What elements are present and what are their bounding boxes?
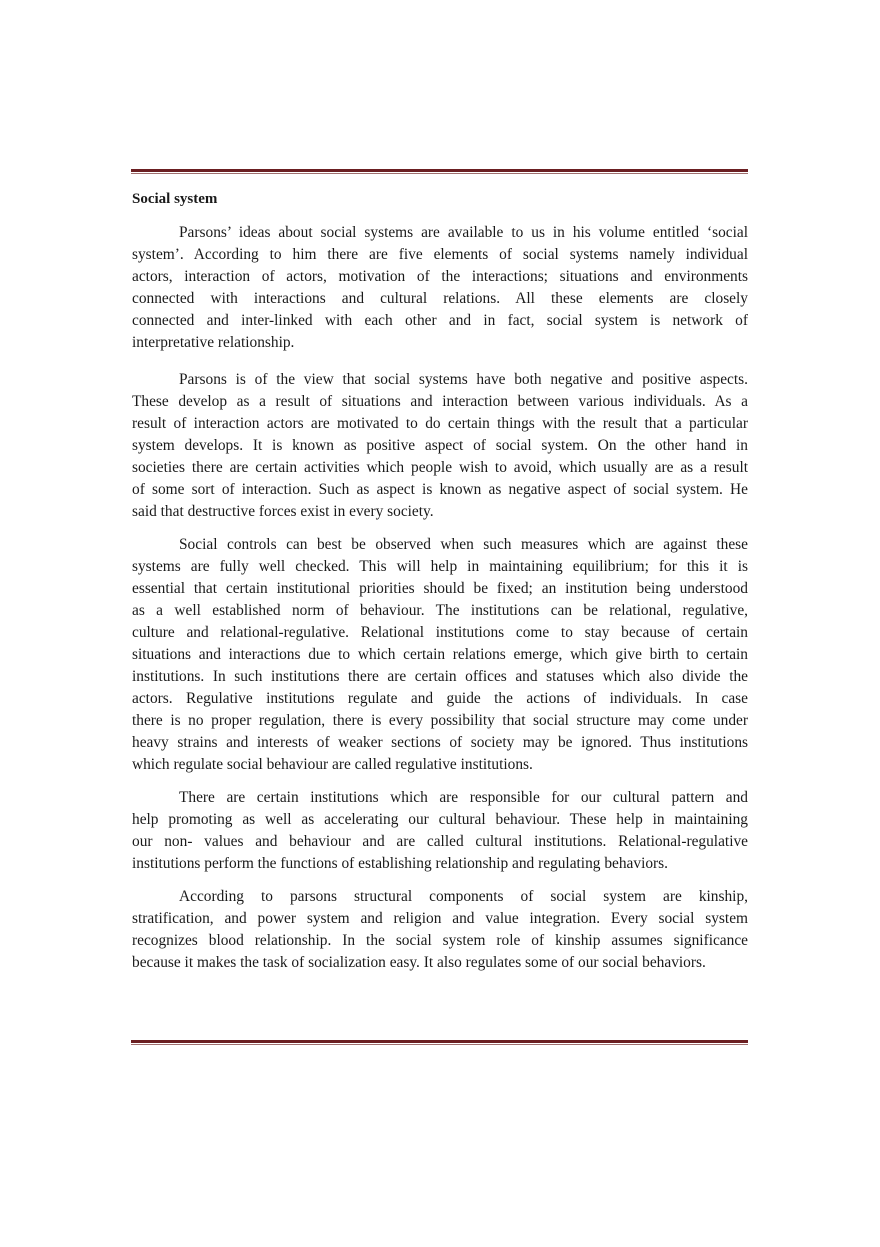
header-rule: [131, 169, 748, 174]
footer-rule: [131, 1040, 748, 1045]
paragraph: [132, 886, 748, 974]
text-line: result of interaction actors are motivated to do certain things with the result that a particular: [132, 415, 748, 432]
paragraph: [132, 534, 748, 776]
text-line: there is no proper regulation, there is every possibility that social structure may come under: [132, 712, 748, 729]
text-line: culture and relational-regulative. Relational institutions come to stay because of certain: [132, 624, 748, 641]
text-line: There are certain institutions which are responsible for our cultural pattern and: [179, 789, 748, 806]
text-line: help promoting as well as accelerating our cultural behaviour. These help in maintaining: [132, 811, 748, 828]
paragraph: [132, 222, 748, 354]
text-line: Parsons is of the view that social systems have both negative and positive aspects.: [179, 371, 748, 388]
text-line: These develop as a result of situations and interaction between various individuals. As a: [132, 393, 748, 410]
text-line: societies there are certain activities which people wish to avoid, which usually are as a result: [132, 459, 748, 476]
text-line: essential that certain institutional priorities should be fixed; an institution being understood: [132, 580, 748, 597]
text-line: stratification, and power system and religion and value integration. Every social system: [132, 910, 748, 927]
text-line: According to parsons structural components of social system are kinship,: [179, 888, 748, 905]
text-line: institutions perform the functions of establishing relationship and regulating behaviors.: [132, 855, 669, 872]
text-line: as a well established norm of behaviour. The institutions can be relational, regulative,: [132, 602, 748, 619]
text-line: situations and interactions due to which certain relations emerge, which give birth to certain: [132, 646, 748, 663]
text-line: because it makes the task of socialization easy. It also regulates some of our social behaviors.: [132, 954, 706, 971]
paragraph: [132, 787, 748, 875]
text-line: connected and inter-linked with each other and in fact, social system is network of: [132, 312, 748, 329]
text-line: connected with interactions and cultural relations. All these elements are closely: [132, 290, 748, 307]
text-line: Parsons’ ideas about social systems are available to us in his volume entitled ‘social: [179, 224, 748, 241]
text-line: actors. Regulative institutions regulate and guide the actions of individuals. In case: [132, 690, 748, 707]
section-heading: Social system: [132, 191, 218, 207]
text-line: recognizes blood relationship. In the social system role of kinship assumes significance: [132, 932, 748, 949]
text-line: heavy strains and interests of weaker sections of society may be ignored. Thus institutions: [132, 734, 748, 751]
text-line: actors, interaction of actors, motivation of the interactions; situations and environments: [132, 268, 748, 285]
text-line: systems are fully well checked. This will help in maintaining equilibrium; for this it is: [132, 558, 748, 575]
text-line: which regulate social behaviour are called regulative institutions.: [132, 756, 533, 773]
text-line: our non- values and behaviour and are called cultural institutions. Relational-regulative: [132, 833, 748, 850]
text-line: interpretative relationship.: [132, 334, 295, 351]
text-line: said that destructive forces exist in every society.: [132, 503, 434, 520]
paragraph: [132, 369, 748, 523]
text-line: institutions. In such institutions there are certain offices and statuses which also divide the: [132, 668, 748, 685]
text-line: Social controls can best be observed when such measures which are against these: [179, 536, 748, 553]
text-line: system develops. It is known as positive aspect of social system. On the other hand in: [132, 437, 748, 454]
text-line: of some sort of interaction. Such as aspect is known as negative aspect of social system. He: [132, 481, 748, 498]
text-line: system’. According to him there are five elements of social systems namely individual: [132, 246, 748, 263]
